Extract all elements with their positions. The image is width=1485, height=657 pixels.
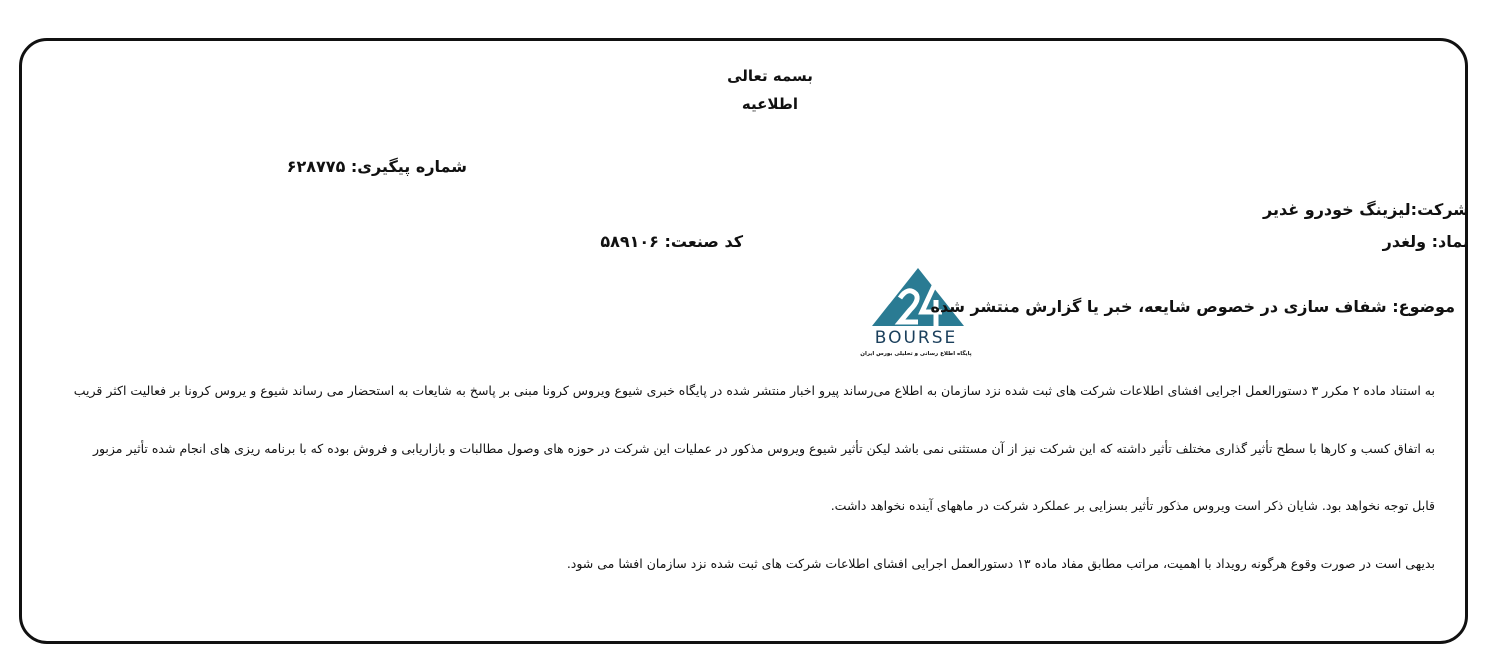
tracking-label: شماره پیگیری: [350,157,467,176]
logo-text: BOURSE [874,328,958,348]
subject-label: موضوع: [1392,297,1455,316]
industry-value: ۵۸۹۱۰۶ [600,232,659,251]
body-paragraph-1: به استناد ماده ۲ مکرر ۳ دستورالعمل اجرایی افشای اطلاعات شرکت های ثبت شده نزد سازمان به اطلاع می‌رساند پیرو اخبار منتشر شده در پایگاه خبری شیوع ویروس کرونا مبنی بر پاسخ به شایعات به استحضار می رساند شیوع و یروس کرونا بر فعالیت اکثر قریب [73,383,1435,398]
body-paragraph-4: بدیهی است در صورت وقوع هرگونه رویداد با اهمیت، مراتب مطابق مفاد ماده ۱۳ دستورالعمل اجرایی افشای اطلاعات شرکت های ثبت شده نزد سازمان افشا می شود. [566,556,1435,571]
company-line [1263,200,1469,219]
industry-label: کد صنعت: [664,232,743,251]
logo-subtitle: پایگاه اطلاع رسانی و تحلیلی بورس ایران [860,351,972,357]
symbol-label: نماد: [1431,232,1469,251]
symbol-value: ولغدر [1382,232,1427,251]
subject-value: شفاف سازی در خصوص شایعه، خبر یا گزارش منتشر شده [930,297,1387,316]
company-value: لیزینگ خودرو غدیر [1263,200,1411,219]
subject-line [931,297,1455,316]
body-paragraph-2: به اتفاق کسب و کارها با سطح تأثیر گذاری مختلف تأثیر داشته که این شرکت نیز از آن مستثنی نمی باشد لیکن تأثیر شیوع ویروس مذکور در عملیات این شرکت در حوزه های وصول مطالبات و بازاریابی و فروش بوده که با برنامه ریزی های انجام شده تأثیر مزبور [92,441,1435,456]
body-paragraph-3: قابل توجه نخواهد بود. شایان ذکر است ویروس مذکور تأثیر بسزایی بر عملکرد شرکت در ماههای آینده نخواهد داشت. [830,498,1435,513]
tracking-number [287,157,467,176]
tracking-value: ۶۲۸۷۷۵ [286,157,346,176]
bismillah-heading: بسمه تعالی [727,67,813,85]
announcement-title: اطلاعیه [741,95,799,113]
industry-code [600,232,743,251]
document-frame [19,38,1468,644]
symbol-line [1383,232,1469,251]
company-label: شرکت: [1410,200,1469,219]
